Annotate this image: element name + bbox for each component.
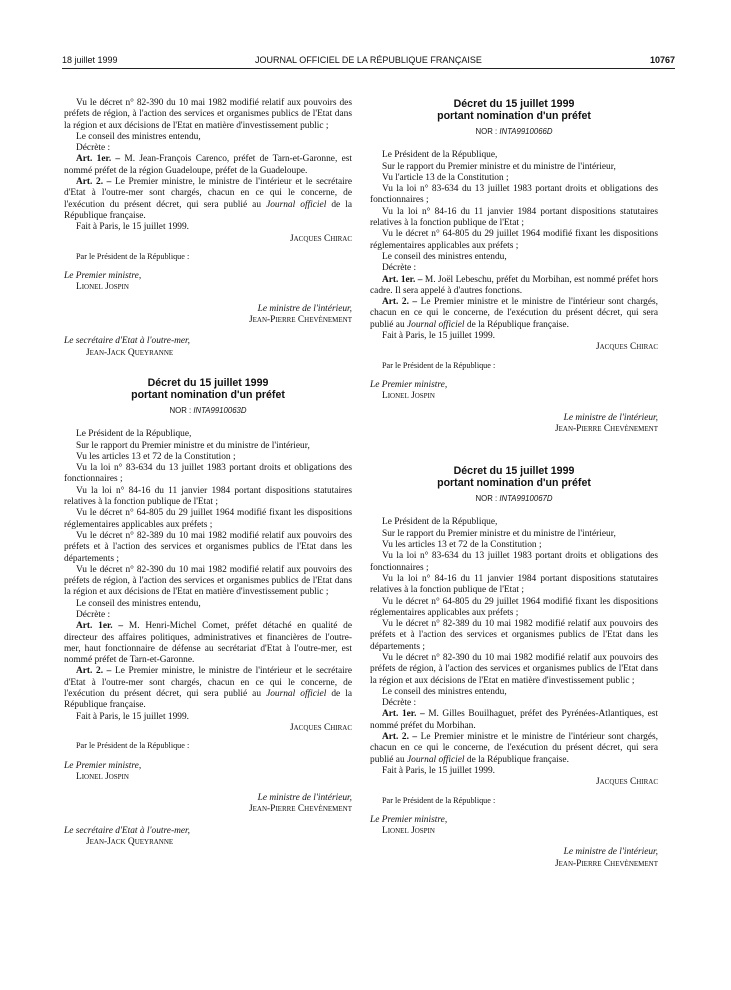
header-date: 18 juillet 1999 (62, 55, 118, 65)
signature-pm-name: Lionel Jospin (382, 826, 435, 837)
decree-paragraph: Vu les articles 13 et 72 de la Constitution ; (382, 540, 542, 551)
decrete-heading: Décrète : (382, 698, 417, 709)
decree-title: Décret du 15 juillet 1999 (147, 376, 269, 389)
signature-minister-title: Le ministre de l'intérieur, (563, 847, 658, 858)
signature-minister-name: Jean-Pierre Chevènement (554, 423, 658, 434)
right-column (370, 98, 658, 870)
decree-paragraph: Vu le décret n° 64-805 du 29 juillet 1964 modifié fixant les dispositions réglementaires applicables aux préfets ; (370, 229, 658, 251)
decree-paragraph: Sur le rapport du Premier ministre et du ministre de l'intérieur, (382, 528, 616, 539)
decree-paragraph: Le conseil des ministres entendu, (76, 598, 201, 609)
signature-par-president: Par le Président de la République : (382, 360, 496, 370)
decree-paragraph: Vu le décret n° 82-389 du 10 mai 1982 modifié relatif aux pouvoirs des préfets et à l'action des services et organismes publics de l'Etat dans les départements ; (370, 619, 658, 652)
article-1: Art. 1er. – M. Gilles Bouilhaguet, préfet des Pyrénées-Atlantiques, est nommé préfet du Morbihan. (370, 709, 659, 731)
article-2: Art. 2. – Le Premier ministre et le ministre de l'intérieur sont chargés, chacun en ce qui le concerne, de l'exécution du présent décret, qui sera publié au Journal officiel de la République française. (370, 297, 658, 330)
decree-paragraph: Vu la loi n° 84-16 du 11 janvier 1984 portant dispositions statutaires relatives à la fonction publique de l'Etat ; (370, 206, 658, 229)
article-1: Art. 1er. – M. Jean-François Carenco, préfet de Tarn-et-Garonne, est nommé préfet de la région Guadeloupe, préfet de la Guadeloupe. (64, 154, 352, 176)
header-journal-title: JOURNAL OFFICIEL DE LA RÉPUBLIQUE FRANÇAISE (255, 55, 482, 65)
signature-pm-name: Lionel Jospin (382, 391, 435, 402)
signature-par-president: Par le Président de la République : (76, 741, 190, 751)
decree-paragraph: Vu le décret n° 82-390 du 10 mai 1982 modifié relatif aux pouvoirs des préfets de région, à l'action des services et organismes publics de l'Etat dans la région et aux décisions de l'Etat en matière d'investissement public ; (64, 98, 352, 131)
article-1: Art. 1er. – M. Joël Lebeschu, préfet du Morbihan, est nommé préfet hors cadre. Il sera appelé à d'autres fonctions. (370, 274, 659, 296)
signature-secretary-name: Jean-Jack Queyranne (86, 347, 174, 358)
signature-president: Jacques Chirac (595, 777, 658, 788)
decree-section (64, 377, 352, 848)
decree-paragraph: Le Président de la République, (382, 150, 498, 161)
decree-paragraph: Vu l'article 13 de la Constitution ; (382, 172, 509, 183)
decree-paragraph: Vu la loi n° 83-634 du 13 juillet 1983 portant droits et obligations des fonctionnaires ; (370, 184, 658, 206)
signature-president: Jacques Chirac (289, 233, 352, 244)
decree-paragraph: Le conseil des ministres entendu, (382, 686, 507, 697)
decree-paragraph: Sur le rapport du Premier ministre et du ministre de l'intérieur, (382, 161, 616, 172)
signature-president: Jacques Chirac (595, 342, 658, 353)
article-2: Art. 2. – Le Premier ministre et le ministre de l'intérieur sont chargés, chacun en ce qui le concerne, de l'exécution du présent décret, qui sera publié au Journal officiel de la République française. (370, 732, 658, 765)
signature-minister-name: Jean-Pierre Chevènement (248, 315, 352, 326)
decree-paragraph: Vu la loi n° 84-16 du 11 janvier 1984 portant dispositions statutaires relatives à la fonction publique de l'Etat ; (370, 573, 658, 596)
decree-paragraph: Vu les articles 13 et 72 de la Constitution ; (76, 451, 236, 462)
decree-title: Décret du 15 juillet 1999 (453, 98, 575, 110)
header-rule (62, 68, 675, 69)
decree-paragraph: Le conseil des ministres entendu, (76, 131, 201, 142)
signature-minister-name: Jean-Pierre Chevènement (248, 804, 352, 815)
decree-nor: NOR : INTA9910063D (169, 405, 247, 415)
signature-minister-title: Le ministre de l'intérieur, (257, 303, 352, 314)
decree-paragraph: Vu le décret n° 82-390 du 10 mai 1982 modifié relatif aux pouvoirs des préfets de région, à l'action des services et organismes publics de l'Etat dans la région et aux décisions de l'Etat en matière d'investissement public ; (370, 652, 658, 686)
decree-paragraph: Le Président de la République, (382, 517, 498, 528)
decree-paragraph: Vu le décret n° 64-805 du 29 juillet 1964 modifié fixant les dispositions réglementaires applicables aux préfets ; (370, 596, 658, 618)
signature-date: Fait à Paris, le 15 juillet 1999. (382, 331, 496, 342)
article-2: Art. 2. – Le Premier ministre, le ministre de l'intérieur et le secrétaire d'Etat à l'outre-mer sont chargés, chacun en ce qui le concerne, de l'exécution du présent décret, qui sera publié au Journal officiel de la République française. (64, 177, 352, 221)
decree-paragraph: Vu le décret n° 82-389 du 10 mai 1982 modifié relatif aux pouvoirs des préfets et à l'action des services et organismes publics de l'Etat dans les départements ; (64, 530, 352, 564)
signature-secretary-name: Jean-Jack Queyranne (86, 837, 174, 848)
article-1: Art. 1er. – M. Henri-Michel Comet, préfet détaché en qualité de directeur des affaires politiques, administratives et financières de l'outre-mer, haut fonctionnaire de défense au secrétariat d'Etat à l'outre-mer, est nommé préfet de Tarn-et-Garonne. (64, 621, 352, 666)
decrete-heading: Décrète : (76, 609, 111, 620)
page-header (62, 55, 675, 68)
signature-date: Fait à Paris, le 15 juillet 1999. (76, 711, 190, 722)
signature-pm-title: Le Premier ministre, (370, 814, 448, 825)
article-2: Art. 2. – Le Premier ministre, le ministre de l'intérieur et le secrétaire d'Etat à l'outre-mer sont chargés, chacun en ce qui le concerne, de l'exécution du présent décret, qui sera publié au Journal officiel de la République française. (64, 666, 352, 711)
decree-subtitle: portant nomination d'un préfet (437, 477, 591, 490)
decree-continued (64, 98, 352, 359)
decree-paragraph: Vu le décret n° 64-805 du 29 juillet 1964 modifié fixant les dispositions réglementaires applicables aux préfets ; (64, 508, 352, 530)
signature-minister-name: Jean-Pierre Chevènement (554, 858, 658, 869)
decree-paragraph: Vu le décret n° 82-390 du 10 mai 1982 modifié relatif aux pouvoirs des préfets de région, à l'action des services et organismes publics de l'Etat dans la région et aux décisions de l'Etat en matière d'investissement public ; (64, 564, 352, 598)
decree-title: Décret du 15 juillet 1999 (453, 465, 575, 478)
header-page-number: 10767 (649, 55, 675, 65)
decree-nor: NOR : INTA9910067D (475, 494, 553, 504)
decree-subtitle: portant nomination d'un préfet (437, 110, 591, 122)
decree-paragraph: Vu la loi n° 83-634 du 13 juillet 1983 portant droits et obligations des fonctionnaires ; (370, 551, 658, 573)
decrete-heading: Décrète : (76, 143, 111, 154)
decree-nor: NOR : INTA9910066D (475, 127, 553, 136)
signature-secretary-title: Le secrétaire d'Etat à l'outre-mer, (64, 825, 190, 836)
signature-minister-title: Le ministre de l'intérieur, (257, 793, 352, 804)
decree-section (370, 98, 658, 435)
decree-paragraph: Vu la loi n° 83-634 du 13 juillet 1983 portant droits et obligations des fonctionnaires ; (64, 463, 352, 485)
decree-paragraph: Vu la loi n° 84-16 du 11 janvier 1984 portant dispositions statutaires relatives à la fonction publique de l'Etat ; (64, 485, 352, 508)
decree-subtitle: portant nomination d'un préfet (131, 388, 285, 401)
signature-pm-title: Le Premier ministre, (64, 271, 142, 282)
signature-president: Jacques Chirac (289, 722, 352, 733)
decree-paragraph: Le Président de la République, (76, 429, 192, 440)
signature-pm-title: Le Premier ministre, (64, 760, 142, 771)
decree-paragraph: Le conseil des ministres entendu, (382, 251, 507, 262)
decree-paragraph: Sur le rapport du Premier ministre et du ministre de l'intérieur, (76, 440, 310, 451)
signature-pm-name: Lionel Jospin (76, 282, 129, 293)
signature-pm-title: Le Premier ministre, (370, 379, 448, 390)
signature-par-president: Par le Président de la République : (382, 795, 496, 805)
decrete-heading: Décrète : (382, 263, 417, 274)
signature-date: Fait à Paris, le 15 juillet 1999. (382, 765, 496, 776)
decree-section (370, 465, 658, 870)
signature-par-president: Par le Président de la République : (76, 251, 190, 261)
signature-secretary-title: Le secrétaire d'Etat à l'outre-mer, (64, 336, 190, 347)
signature-date: Fait à Paris, le 15 juillet 1999. (76, 222, 190, 233)
signature-minister-title: Le ministre de l'intérieur, (563, 412, 658, 423)
left-column (64, 98, 352, 848)
signature-pm-name: Lionel Jospin (76, 771, 129, 782)
